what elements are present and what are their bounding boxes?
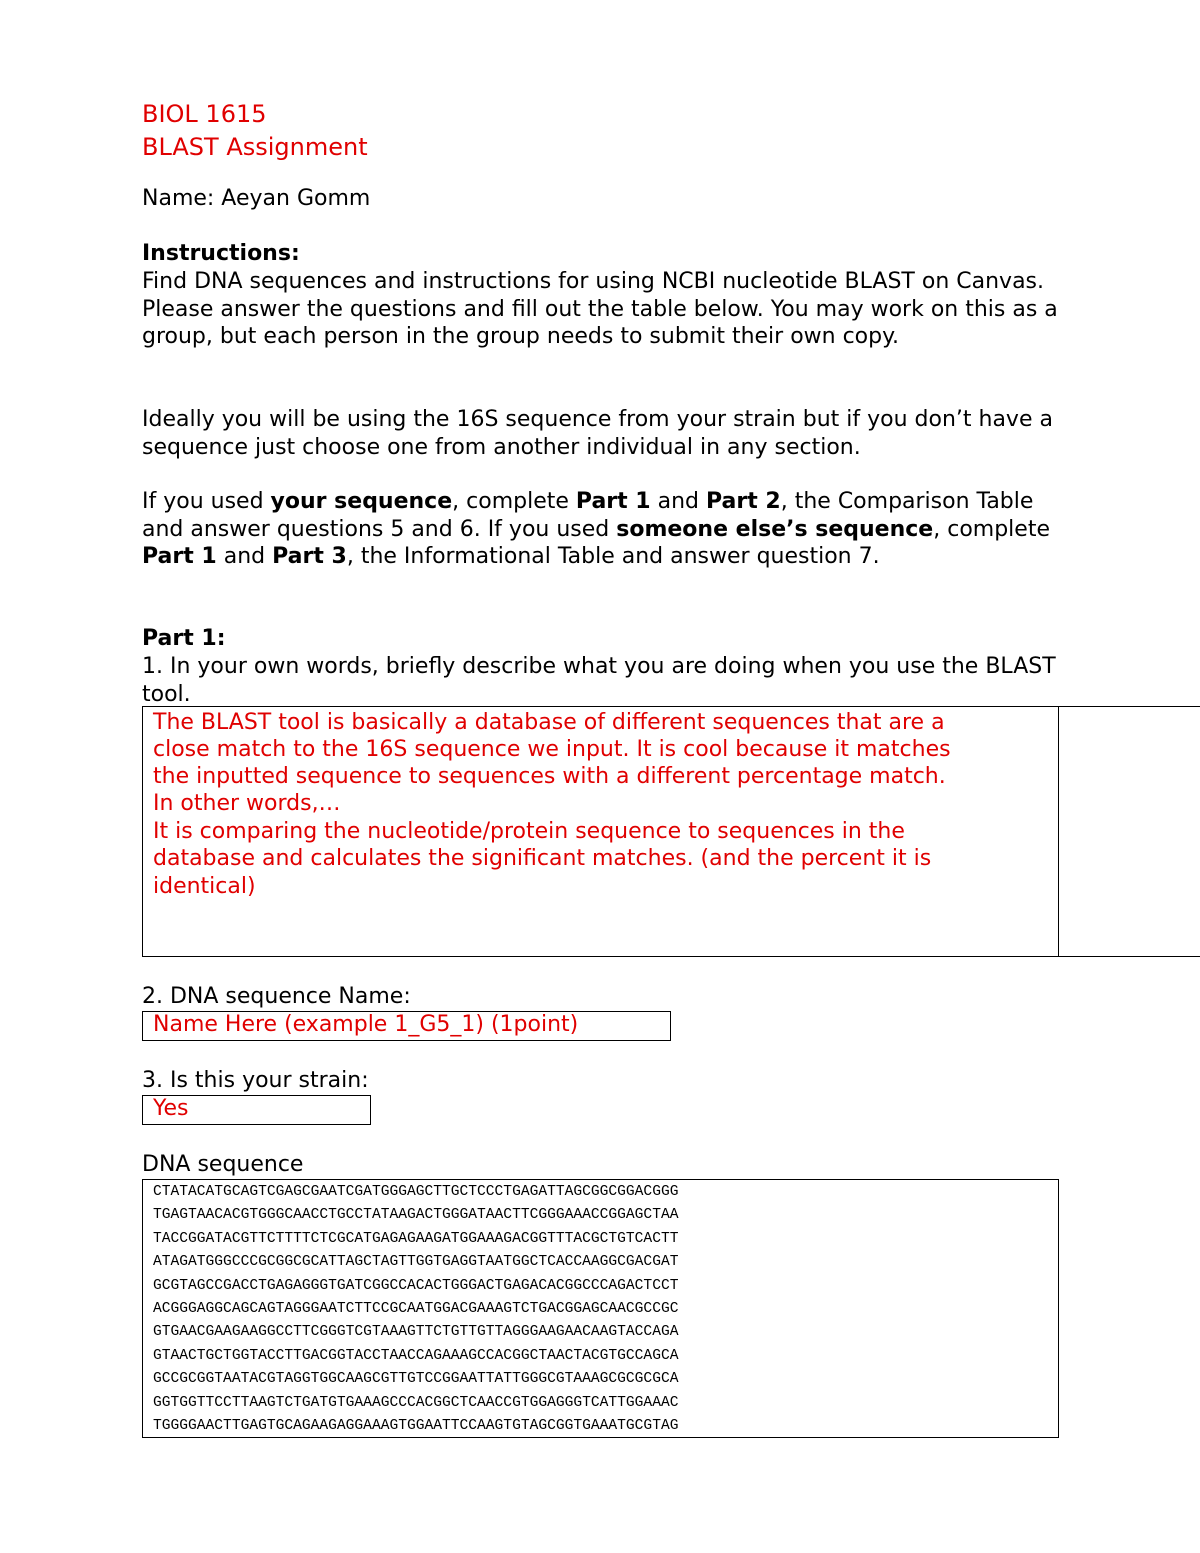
answer-1-line-3[interactable]: the inputted sequence to sequences with a different percentage match. xyxy=(153,764,946,789)
question-2: 2. DNA sequence Name: xyxy=(142,984,411,1009)
answer-1-line-7[interactable]: identical) xyxy=(153,874,256,899)
part1-heading: Part 1: xyxy=(142,626,226,651)
table-divider xyxy=(1058,706,1059,957)
instructions-paragraph-1: Find DNA sequences and instructions for using NCBI nucleotide BLAST on Canvas. Please answer the questions and fill out the table below. You may work on this as a group, but each person in the group needs to submit their own copy. xyxy=(142,269,1058,349)
sequence-line: ATAGATGGGCCCGCGGCGCATTAGCTAGTTGGTGAGGTAATGGCTCACCAAGGCGACGAT xyxy=(153,1254,679,1271)
student-name: Name: Aeyan Gomm xyxy=(142,186,371,211)
sequence-line: ACGGGAGGCAGCAGTAGGGAATCTTCCGCAATGGACGAAAGTCTGACGGAGCAACGCCGC xyxy=(153,1301,679,1318)
dna-sequence-label: DNA sequence xyxy=(142,1152,304,1177)
instructions-heading: Instructions: xyxy=(142,241,300,266)
sequence-line: TACCGGATACGTTCTTTTCTCGCATGAGAGAAGATGGAAAGACGGTTTACGCTGTCACTT xyxy=(153,1230,679,1247)
sequence-line: TGAGTAACACGTGGGCAACCTGCCTATAAGACTGGGATAACTTCGGGAAACCGGAGCTAA xyxy=(153,1207,679,1224)
sequence-line: CTATACATGCAGTCGAGCGAATCGATGGGAGCTTGCTCCCTGAGATTAGCGGCGGACGGG xyxy=(153,1184,679,1200)
sequence-line: GTAACTGCTGGTACCTTGACGGTACCTAACCAGAAAGCCACGGCTAACTACGTGCCAGCA xyxy=(153,1347,679,1364)
sequence-line: GCGTAGCCGACCTGAGAGGGTGATCGGCCACACTGGGACTGAGACACGGCCCAGACTCCT xyxy=(153,1277,679,1294)
answer-1-line-5[interactable]: It is comparing the nucleotide/protein sequence to sequences in the xyxy=(153,819,905,844)
answer-2-field[interactable]: Name Here (example 1_G5_1) (1point) xyxy=(153,1012,579,1037)
instructions-paragraph-2: Ideally you will be using the 16S sequence from your strain but if you don’t have a sequence just choose one from another individual in any section. xyxy=(142,407,1053,460)
answer-1-line-1[interactable]: The BLAST tool is basically a database of different sequences that are a xyxy=(153,710,945,735)
answer-1-line-6[interactable]: database and calculates the significant matches. (and the percent it is xyxy=(153,846,932,871)
course-title: BIOL 1615 xyxy=(142,100,267,128)
instructions-paragraph-3: If you used your sequence, complete Part 1 and Part 2, the Comparison Table and answer questions 5 and 6. If you used someone else’s sequence, complete Part 1 and Part 3, the Informational Table and answer question 7. xyxy=(142,489,1050,569)
question-3: 3. Is this your strain: xyxy=(142,1068,369,1093)
question-1: 1. In your own words, briefly describe what you are doing when you use the BLAST tool. xyxy=(142,654,1056,707)
sequence-line: TGGGGAACTTGAGTGCAGAAGAGGAAAGTGGAATTCCAAGTGTAGCGGTGAAATGCGTAG xyxy=(153,1418,679,1435)
answer-1-line-2[interactable]: close match to the 16S sequence we input. It is cool because it matches xyxy=(153,737,951,762)
sequence-line: GGTGGTTCCTTAAGTCTGATGTGAAAGCCCACGGCTCAACCGTGGAGGGTCATTGGAAAC xyxy=(153,1394,679,1411)
sequence-line: GTGAACGAAGAAGGCCTTCGGGTCGTAAAGTTCTGTTGTTAGGGAAGAACAAGTACCAGA xyxy=(153,1324,679,1341)
answer-3-field[interactable]: Yes xyxy=(153,1096,189,1121)
assignment-title: BLAST Assignment xyxy=(142,133,368,161)
sequence-line: GCCGCGGTAATACGTAGGTGGCAAGCGTTGTCCGGAATTATTGGGCGTAAAGCGCGCGCA xyxy=(153,1371,679,1388)
dna-sequence-text[interactable] xyxy=(153,1181,678,1438)
answer-1-line-4[interactable]: In other words,… xyxy=(153,791,341,816)
